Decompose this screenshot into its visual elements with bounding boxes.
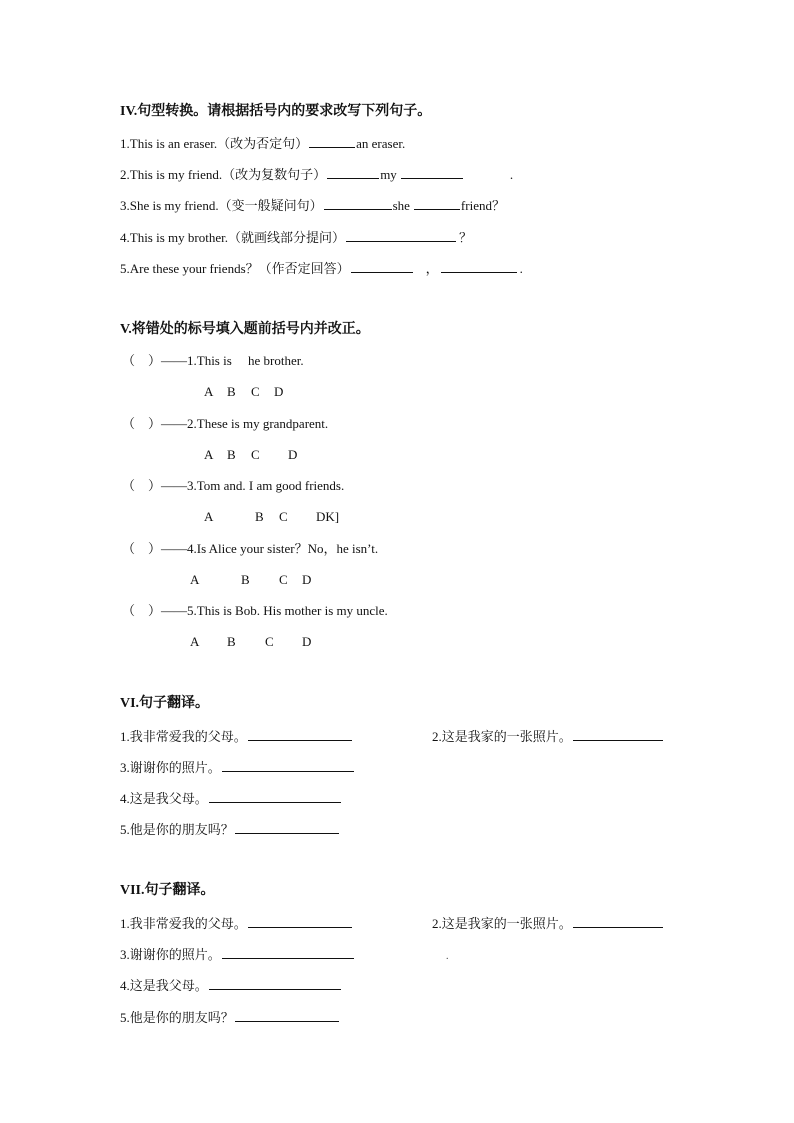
s4-q1-rest: an eraser. <box>356 136 406 151</box>
s7-q1-blank[interactable] <box>248 914 352 928</box>
s4-q3-blank-1[interactable] <box>324 196 392 210</box>
s4-q3-end: friend？ <box>460 198 505 213</box>
s4-question-1 <box>120 134 405 152</box>
s5-item-1-letter-b: B <box>227 384 236 399</box>
s4-q2-blank-1[interactable] <box>327 165 379 179</box>
s7-question-5 <box>120 1008 340 1026</box>
s4-q3-word: she <box>392 198 410 213</box>
s4-q1-blank[interactable] <box>309 134 355 148</box>
s5-item-5-letter-d: D <box>302 634 312 649</box>
s5-item-4: （ ）——4.Is Alice your sister？No，he isn’t. <box>122 541 379 556</box>
s6-q2-prompt: 2.这是我家的一张照片。 <box>432 729 572 744</box>
s5-item-2-letter-d: D <box>288 447 298 462</box>
section-6-heading: VI.句子翻译。 <box>120 696 210 711</box>
s5-item-3-letter-b: B <box>255 509 264 524</box>
s6-q4-prompt: 4.这是我父母。 <box>120 791 208 806</box>
s5-item-5-letter-c: C <box>265 634 274 649</box>
s6-q4-blank[interactable] <box>209 789 341 803</box>
s4-q3-blank-2[interactable] <box>414 196 460 210</box>
s6-q3-prompt: 3.谢谢你的照片。 <box>120 760 221 775</box>
s7-q1-prompt: 1.我非常爱我的父母。 <box>120 916 247 931</box>
s6-q1-blank[interactable] <box>248 727 352 741</box>
section-5-heading: V.将错处的标号填入题前括号内并改正。 <box>120 322 370 337</box>
s4-q5-end: . <box>519 261 523 276</box>
s7-q5-prompt: 5.他是你的朋友吗？ <box>120 1010 234 1025</box>
s5-item-5: （ ）——5.This is Bob. His mother is my uncle. <box>122 603 388 618</box>
s5-item-3-letter-c: C <box>279 509 288 524</box>
s7-q4-blank[interactable] <box>209 976 341 990</box>
s4-q5-comma: ， <box>425 261 439 276</box>
s4-question-3 <box>120 196 505 214</box>
s6-q2-blank[interactable] <box>573 727 663 741</box>
s5-item-2: （ ）——2.These is my grandparent. <box>122 416 329 431</box>
s5-item-5-letter-a: A <box>190 634 200 649</box>
s6-question-4 <box>120 789 342 807</box>
s5-item-2-letter-a: A <box>204 447 214 462</box>
s5-item-3-letter-a: A <box>204 509 214 524</box>
s5-item-1-letter-c: C <box>251 384 260 399</box>
s6-q5-prompt: 5.他是你的朋友吗？ <box>120 822 234 837</box>
s6-question-1 <box>120 727 353 745</box>
s4-q5-blank-2[interactable] <box>441 259 517 273</box>
s6-question-2 <box>432 727 664 746</box>
s5-item-1: （ ）——1.This is he brother. <box>122 353 304 368</box>
s7-q2-blank[interactable] <box>573 914 663 928</box>
s4-question-4 <box>120 228 472 246</box>
s4-q4-blank[interactable] <box>346 228 456 242</box>
s6-question-5 <box>120 820 340 838</box>
s5-item-2-letter-c: C <box>251 447 260 462</box>
s5-item-1-letter-a: A <box>204 384 214 399</box>
s5-item-4-letter-c: C <box>279 572 288 587</box>
s4-q2-word: my <box>380 167 397 182</box>
s7-question-3 <box>120 945 355 963</box>
s5-item-1-letter-d: D <box>274 384 284 399</box>
s4-q5-prompt: 5.Are these your friends？（作否定回答） <box>120 261 350 276</box>
section-7-heading: VII.句子翻译。 <box>120 883 215 898</box>
s4-q4-end: ？ <box>458 230 472 245</box>
s7-q3-prompt: 3.谢谢你的照片。 <box>120 947 221 962</box>
s5-item-4-letter-b: B <box>241 572 250 587</box>
s7-question-1 <box>120 914 353 932</box>
stray-dot: . <box>446 951 449 962</box>
s5-item-2-letter-b: B <box>227 447 236 462</box>
s4-q4-prompt: 4.This is my brother.（就画线部分提问） <box>120 230 345 245</box>
s7-q3-blank[interactable] <box>222 945 354 959</box>
s6-question-3 <box>120 758 355 776</box>
s4-q5-blank-1[interactable] <box>351 259 413 273</box>
s4-q3-prompt: 3.She is my friend.（变一般疑问句） <box>120 198 323 213</box>
s7-question-2 <box>432 914 664 933</box>
s6-q1-prompt: 1.我非常爱我的父母。 <box>120 729 247 744</box>
s4-question-5 <box>120 259 523 277</box>
s6-q5-blank[interactable] <box>235 820 339 834</box>
section-4-heading: IV.句型转换。请根据括号内的要求改写下列句子。 <box>120 104 432 119</box>
s4-q1-prompt: 1.This is an eraser.（改为否定句） <box>120 136 309 151</box>
s6-q3-blank[interactable] <box>222 758 354 772</box>
s4-q2-blank-2[interactable] <box>401 165 463 179</box>
s7-q4-prompt: 4.这是我父母。 <box>120 978 208 993</box>
s5-item-3-letter-d: DK] <box>316 509 340 524</box>
s4-q2-prompt: 2.This is my friend.（改为复数句子） <box>120 167 327 182</box>
s7-q5-blank[interactable] <box>235 1008 339 1022</box>
s4-question-2 <box>120 165 513 183</box>
s5-item-3: （ ）——3.Tom and. I am good friends. <box>122 478 345 493</box>
s4-q2-end: . <box>509 167 514 182</box>
s5-item-4-letter-d: D <box>302 572 312 587</box>
s7-q2-prompt: 2.这是我家的一张照片。 <box>432 916 572 931</box>
s5-item-5-letter-b: B <box>227 634 236 649</box>
s5-item-4-letter-a: A <box>190 572 200 587</box>
s7-question-4 <box>120 976 342 994</box>
